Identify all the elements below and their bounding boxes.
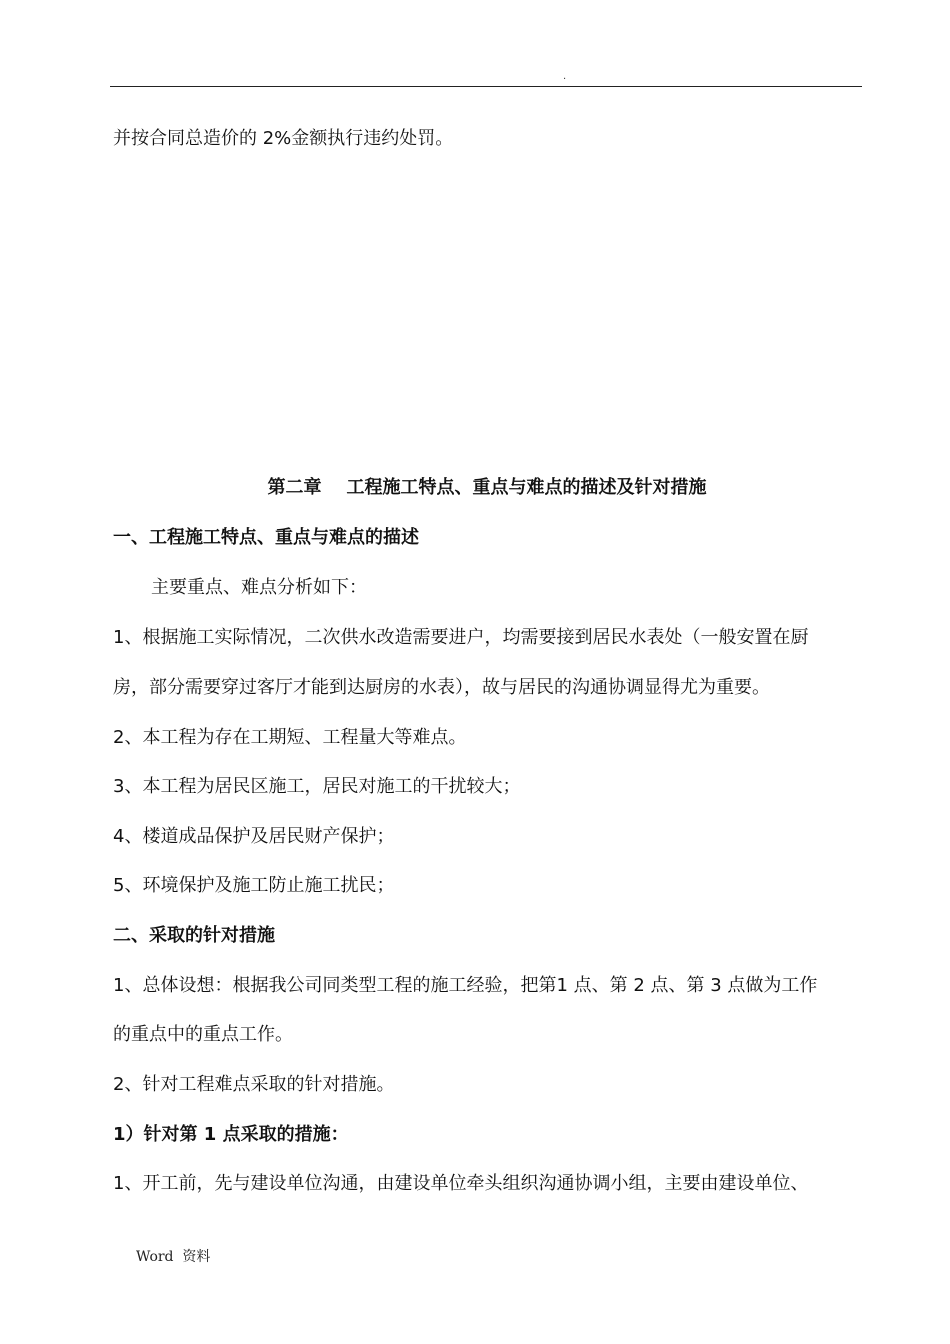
item4: 4、楼道成品保护及居民财产保护； [113, 826, 395, 847]
measure1-line1: 1、总体设想：根据我公司同类型工程的施工经验，把第1 点、第 2 点、第 3 点做为工作 [113, 975, 818, 996]
header-mark: . [563, 71, 567, 82]
header-rule [110, 86, 862, 87]
intro-paragraph: 主要重点、难点分析如下： [151, 577, 367, 598]
item2: 2、本工程为存在工期短、工程量大等难点。 [113, 727, 467, 748]
item5: 5、环境保护及施工防止施工扰民； [113, 875, 395, 896]
footer-label: Word 资料 [136, 1249, 211, 1265]
section2-heading: 二、采取的针对措施 [113, 925, 275, 946]
carryover-paragraph: 并按合同总造价的 2%金额执行违约处罚。 [113, 128, 454, 149]
item3: 3、本工程为居民区施工，居民对施工的干扰较大； [113, 776, 521, 797]
section1-heading: 一、工程施工特点、重点与难点的描述 [113, 527, 419, 548]
measure1-line2: 的重点中的重点工作。 [113, 1024, 293, 1045]
measure2: 2、针对工程难点采取的针对措施。 [113, 1074, 395, 1095]
chapter-title: 第二章 工程施工特点、重点与难点的描述及针对措施 [267, 477, 707, 498]
item1-line2: 房，部分需要穿过客厅才能到达厨房的水表），故与居民的沟通协调显得尤为重要。 [113, 677, 770, 698]
sub1-item1: 1、开工前，先与建设单位沟通，由建设单位牵头组织沟通协调小组，主要由建设单位、 [113, 1173, 809, 1194]
item1-line1: 1、根据施工实际情况，二次供水改造需要进户，均需要接到居民水表处（一般安置在厨 [113, 627, 809, 648]
sub1-heading: 1）针对第 1 点采取的措施： [113, 1124, 349, 1145]
